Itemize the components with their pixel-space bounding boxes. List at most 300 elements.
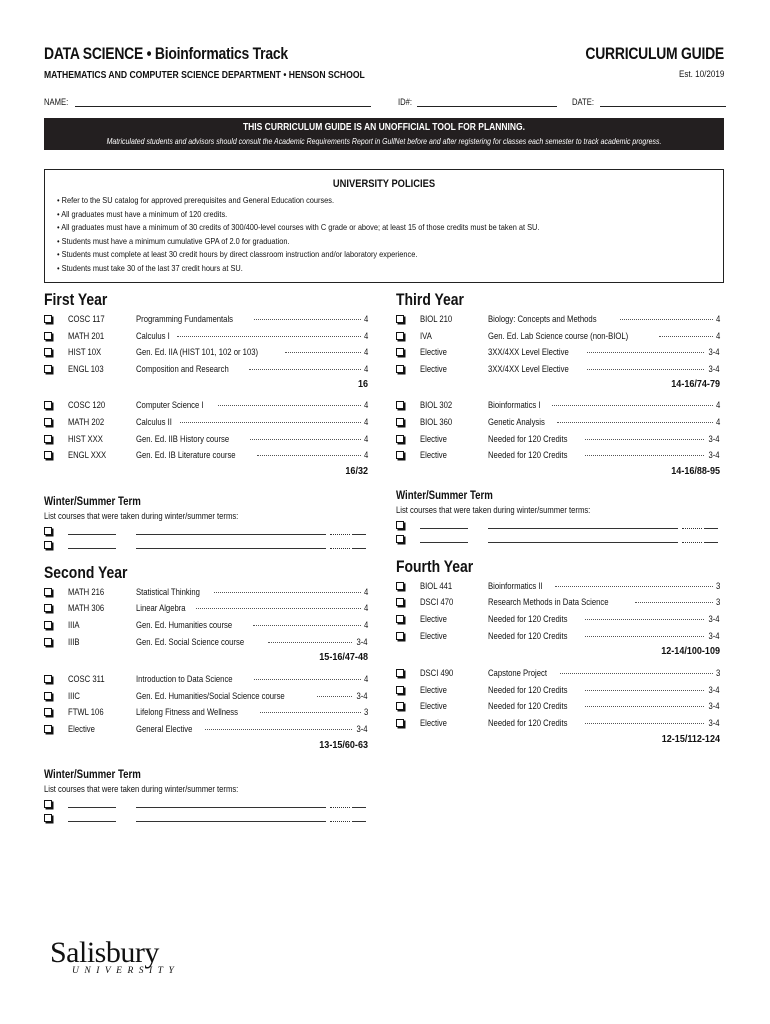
course-credits: 4 — [363, 673, 368, 685]
policy-item: • Students must take 30 of the last 37 credit hours at SU. — [57, 262, 243, 273]
course-credits: 3-4 — [356, 689, 368, 701]
entry-leader-dots — [330, 534, 350, 535]
course-title: Gen. Ed. Humanities/Social Science course — [136, 689, 285, 701]
id-label: ID#: — [398, 97, 413, 107]
entry-code-line[interactable] — [68, 548, 116, 549]
date-input-line[interactable] — [600, 97, 726, 107]
curriculum-guide-heading: CURRICULUM GUIDE — [585, 44, 724, 63]
document-title: DATA SCIENCE • Bioinformatics Track — [44, 44, 288, 63]
course-credits: 4 — [363, 399, 368, 411]
course-description-line — [488, 684, 720, 695]
course-credits: 3-4 — [708, 683, 720, 695]
winter-term-lines — [44, 797, 368, 825]
course-row — [44, 722, 368, 739]
leader-dots — [253, 619, 361, 626]
course-title: Bioinformatics I — [488, 399, 541, 411]
course-row — [396, 362, 720, 379]
course-credits: 4 — [715, 399, 720, 411]
entry-credits-line[interactable] — [704, 528, 718, 529]
course-description-line — [488, 313, 720, 324]
leader-dots — [254, 673, 361, 680]
course-code: ENGL 103 — [68, 362, 104, 374]
course-code: Elective — [420, 346, 447, 358]
leader-dots — [587, 363, 705, 370]
course-checkbox[interactable] — [44, 332, 52, 340]
course-row — [44, 601, 368, 618]
course-checkbox[interactable] — [44, 621, 52, 629]
course-checkbox[interactable] — [44, 638, 52, 646]
entry-code-line[interactable] — [68, 821, 116, 822]
winter-term-instructions: List courses that were taken during winter/summer terms: — [396, 504, 591, 515]
course-title: Gen. Ed. Social Science course — [136, 635, 245, 647]
entry-leader-dots — [682, 528, 702, 529]
course-credits: 4 — [715, 313, 720, 324]
course-title: Needed for 120 Credits — [488, 716, 568, 728]
policies-title: UNIVERSITY POLICIES — [332, 178, 436, 190]
leader-dots — [560, 667, 713, 674]
course-description-line — [136, 636, 368, 647]
course-row — [396, 448, 720, 465]
course-description-line — [488, 399, 720, 410]
course-code: COSC 120 — [68, 399, 106, 411]
course-code: DSCI 470 — [420, 596, 454, 608]
course-credits: 3-4 — [708, 700, 720, 712]
course-row — [44, 705, 368, 722]
second-year-total2: 13-15/60-63 — [319, 738, 368, 751]
course-checkbox[interactable] — [396, 719, 404, 727]
course-description-line — [136, 619, 368, 630]
course-checkbox[interactable] — [396, 632, 404, 640]
id-input-line[interactable] — [417, 97, 557, 107]
leader-dots — [249, 363, 361, 370]
leader-dots — [557, 416, 712, 423]
leader-dots — [205, 723, 353, 730]
leader-dots — [585, 433, 705, 440]
winter-term-entry — [396, 532, 720, 546]
fourth-year-total1: 12-14/100-109 — [661, 645, 720, 658]
logo-subtitle: UNIVERSITY — [72, 966, 180, 976]
course-title: Lifelong Fitness and Wellness — [136, 706, 238, 718]
course-checkbox[interactable] — [396, 435, 404, 443]
entry-checkbox[interactable] — [396, 535, 404, 543]
course-credits: 4 — [363, 618, 368, 630]
course-credits: 3-4 — [356, 722, 368, 734]
course-credits: 3-4 — [708, 432, 720, 444]
course-checkbox[interactable] — [44, 348, 52, 356]
course-description-line — [488, 580, 720, 591]
course-code: BIOL 302 — [420, 399, 453, 411]
course-checkbox[interactable] — [44, 604, 52, 612]
course-checkbox[interactable] — [44, 708, 52, 716]
leader-dots — [585, 613, 705, 620]
fourth-year-total2: 12-15/112-124 — [661, 732, 720, 745]
course-description-line — [488, 700, 720, 711]
course-title: Gen. Ed. IB Literature course — [136, 449, 236, 461]
course-title: Genetic Analysis — [488, 415, 545, 427]
leader-dots — [585, 717, 705, 724]
entry-code-line[interactable] — [420, 542, 468, 543]
course-title: Introduction to Data Science — [136, 673, 233, 685]
leader-dots — [317, 690, 352, 697]
course-checkbox[interactable] — [44, 692, 52, 700]
course-title: Needed for 120 Credits — [488, 683, 568, 695]
course-row — [44, 585, 368, 602]
course-credits: 3-4 — [708, 716, 720, 728]
leader-dots — [177, 330, 361, 337]
first-year-sem2 — [44, 398, 368, 464]
course-title: Composition and Research — [136, 362, 229, 374]
course-row — [396, 629, 720, 646]
course-description-line — [136, 433, 368, 444]
entry-title-line[interactable] — [136, 807, 326, 808]
course-code: Elective — [420, 612, 447, 624]
entry-leader-dots — [330, 548, 350, 549]
second-year-sem2 — [44, 672, 368, 738]
course-code: Elective — [420, 700, 447, 712]
course-code: IVA — [420, 329, 432, 341]
course-description-line — [136, 416, 368, 427]
course-description-line — [136, 399, 368, 410]
course-description-line — [488, 363, 720, 374]
winter-term-entry — [44, 524, 368, 538]
course-row — [396, 398, 720, 415]
policy-item: • All graduates must have a minimum of 30 credits of 300/400-level courses with C grade or above; at least 15 of those credits must be taken at SU. — [57, 222, 540, 233]
course-credits: 4 — [715, 329, 720, 341]
course-row — [44, 345, 368, 362]
winter-term-instructions: List courses that were taken during winter/summer terms: — [44, 783, 239, 794]
course-checkbox[interactable] — [396, 418, 404, 426]
leader-dots — [620, 313, 712, 320]
course-code: MATH 216 — [68, 585, 105, 597]
third-year-sem1 — [396, 312, 720, 378]
department-line: MATHEMATICS AND COMPUTER SCIENCE DEPARTMENT • HENSON SCHOOL — [44, 69, 365, 81]
leader-dots — [587, 346, 705, 353]
course-code: BIOL 360 — [420, 415, 453, 427]
course-code: Elective — [420, 629, 447, 641]
leader-dots — [254, 313, 360, 320]
second-year-sem1 — [44, 585, 368, 651]
entry-code-line[interactable] — [68, 534, 116, 535]
logo-wordmark: Salisbury — [50, 936, 159, 969]
winter-term-title: Winter/Summer Term — [44, 768, 141, 781]
entry-leader-dots — [330, 807, 350, 808]
course-credits: 3-4 — [708, 362, 720, 374]
course-description-line — [488, 613, 720, 624]
course-row — [396, 579, 720, 596]
leader-dots — [585, 700, 705, 707]
course-code: IIIB — [68, 635, 80, 647]
course-code: MATH 201 — [68, 329, 105, 341]
course-description-line — [136, 706, 368, 717]
course-description-line — [488, 667, 720, 678]
course-description-line — [136, 363, 368, 374]
banner-heading: THIS CURRICULUM GUIDE IS AN UNOFFICIAL TOOL FOR PLANNING. — [242, 122, 526, 133]
course-title: Needed for 120 Credits — [488, 700, 568, 712]
winter-term-entry — [44, 797, 368, 811]
course-checkbox[interactable] — [396, 348, 404, 356]
course-description-line — [136, 586, 368, 597]
university-policies-box — [44, 169, 724, 283]
course-checkbox[interactable] — [44, 401, 52, 409]
course-credits: 4 — [363, 313, 368, 324]
winter-term-entry — [44, 538, 368, 552]
leader-dots — [214, 586, 361, 593]
course-code: Elective — [420, 449, 447, 461]
course-code: ENGL XXX — [68, 449, 107, 461]
course-row — [396, 432, 720, 449]
name-input-line[interactable] — [75, 97, 371, 107]
course-row — [396, 595, 720, 612]
course-checkbox[interactable] — [44, 588, 52, 596]
course-row — [396, 312, 720, 329]
entry-code-line[interactable] — [420, 528, 468, 529]
first-year-sem1 — [44, 312, 368, 378]
course-checkbox[interactable] — [44, 418, 52, 426]
course-title: Gen. Ed. IIA (HIST 101, 102 or 103) — [136, 346, 259, 358]
leader-dots — [180, 416, 361, 423]
course-code: Elective — [420, 362, 447, 374]
salisbury-university-logo — [50, 936, 179, 976]
date-label: DATE: — [572, 97, 594, 107]
leader-dots — [218, 399, 360, 406]
course-checkbox[interactable] — [396, 686, 404, 694]
course-description-line — [488, 330, 720, 341]
leader-dots — [555, 580, 713, 587]
course-row — [44, 448, 368, 465]
disclaimer-banner — [44, 118, 724, 150]
course-code: HIST XXX — [68, 432, 103, 444]
course-credits: 4 — [363, 602, 368, 614]
policies-list — [57, 194, 723, 276]
course-row — [396, 612, 720, 629]
policy-item: • All graduates must have a minimum of 120 credits. — [57, 208, 228, 219]
entry-credits-line[interactable] — [704, 542, 718, 543]
course-title: Capstone Project — [488, 667, 547, 679]
entry-credits-line[interactable] — [352, 534, 366, 535]
entry-checkbox[interactable] — [44, 541, 52, 549]
course-credits: 4 — [715, 415, 720, 427]
fourth-year-sem1 — [396, 579, 720, 645]
course-checkbox[interactable] — [44, 315, 52, 323]
entry-title-line[interactable] — [488, 542, 678, 543]
entry-title-line[interactable] — [136, 821, 326, 822]
course-title: 3XX/4XX Level Elective — [488, 362, 569, 374]
leader-dots — [268, 636, 353, 643]
leader-dots — [260, 706, 360, 713]
course-row — [396, 666, 720, 683]
course-credits: 3 — [363, 706, 368, 718]
winter-term-instructions: List courses that were taken during winter/summer terms: — [44, 510, 239, 521]
course-description-line — [136, 449, 368, 460]
course-description-line — [136, 602, 368, 613]
course-title: Research Methods in Data Science — [488, 596, 609, 608]
entry-credits-line[interactable] — [352, 548, 366, 549]
entry-title-line[interactable] — [136, 548, 326, 549]
course-code: HIST 10X — [68, 346, 102, 358]
name-label: NAME: — [44, 97, 69, 107]
course-credits: 4 — [363, 329, 368, 341]
course-description-line — [136, 346, 368, 357]
course-code: Elective — [420, 683, 447, 695]
leader-dots — [552, 399, 713, 406]
entry-leader-dots — [682, 542, 702, 543]
established-date: Est. 10/2019 — [678, 69, 724, 80]
course-title: Calculus I — [136, 329, 170, 341]
fourth-year-sem2 — [396, 666, 720, 732]
course-credits: 3-4 — [708, 629, 720, 641]
course-description-line — [488, 630, 720, 641]
leader-dots — [585, 449, 705, 456]
entry-checkbox[interactable] — [44, 814, 52, 822]
course-credits: 3-4 — [708, 346, 720, 358]
course-code: MATH 202 — [68, 415, 105, 427]
course-description-line — [488, 449, 720, 460]
winter-term-title: Winter/Summer Term — [396, 489, 493, 502]
course-code: DSCI 490 — [420, 667, 454, 679]
course-row — [44, 618, 368, 635]
course-row — [396, 345, 720, 362]
course-description-line — [136, 313, 368, 324]
course-description-line — [488, 596, 720, 607]
second-year-total1: 15-16/47-48 — [319, 651, 368, 664]
banner-note: Matriculated students and advisors should consult the Academic Requirements Report in GullNet before and after registering for classes each semester to track academic progress. — [106, 136, 662, 146]
winter-term-title: Winter/Summer Term — [44, 495, 141, 508]
course-checkbox[interactable] — [396, 702, 404, 710]
course-title: Gen. Ed. Lab Science course (non-BIOL) — [488, 329, 629, 341]
course-credits: 3 — [715, 579, 720, 591]
entry-code-line[interactable] — [68, 807, 116, 808]
course-checkbox[interactable] — [44, 451, 52, 459]
winter-term-lines — [44, 524, 368, 552]
course-code: BIOL 441 — [420, 579, 453, 591]
course-code: MATH 306 — [68, 602, 105, 614]
entry-credits-line[interactable] — [352, 807, 366, 808]
first-year-total2: 16/32 — [345, 464, 368, 477]
course-checkbox[interactable] — [44, 725, 52, 733]
date-field[interactable] — [572, 97, 726, 107]
course-title: Needed for 120 Credits — [488, 432, 568, 444]
entry-checkbox[interactable] — [44, 527, 52, 535]
leader-dots — [196, 602, 360, 609]
course-row — [396, 683, 720, 700]
course-code: BIOL 210 — [420, 313, 453, 324]
course-row — [396, 329, 720, 346]
course-description-line — [136, 673, 368, 684]
course-row — [44, 689, 368, 706]
entry-leader-dots — [330, 821, 350, 822]
course-row — [396, 415, 720, 432]
course-checkbox[interactable] — [44, 365, 52, 373]
course-checkbox[interactable] — [396, 598, 404, 606]
course-checkbox[interactable] — [396, 451, 404, 459]
course-credits: 3 — [715, 596, 720, 608]
course-title: Needed for 120 Credits — [488, 612, 568, 624]
course-row — [396, 716, 720, 733]
winter-term-entry — [396, 518, 720, 532]
third-year-total2: 14-16/88-95 — [671, 464, 720, 477]
course-title: Statistical Thinking — [136, 585, 200, 597]
first-year-title: First Year — [44, 290, 108, 309]
course-credits: 3-4 — [708, 449, 720, 461]
course-checkbox[interactable] — [44, 675, 52, 683]
course-description-line — [136, 690, 368, 701]
course-checkbox[interactable] — [396, 582, 404, 590]
course-title: Needed for 120 Credits — [488, 629, 568, 641]
leader-dots — [585, 684, 705, 691]
course-row — [44, 362, 368, 379]
entry-title-line[interactable] — [488, 528, 678, 529]
course-checkbox[interactable] — [396, 365, 404, 373]
course-description-line — [488, 717, 720, 728]
first-year-total1: 16 — [357, 378, 368, 391]
course-row — [44, 672, 368, 689]
course-checkbox[interactable] — [396, 669, 404, 677]
left-column — [44, 290, 368, 825]
course-row — [44, 432, 368, 449]
course-credits: 3-4 — [356, 635, 368, 647]
course-credits: 4 — [363, 585, 368, 597]
course-credits: 4 — [363, 362, 368, 374]
course-code: Elective — [420, 716, 447, 728]
course-checkbox[interactable] — [396, 401, 404, 409]
id-field[interactable] — [398, 97, 557, 107]
policy-item: • Refer to the SU catalog for approved prerequisites and General Education courses. — [57, 195, 335, 205]
course-description-line — [488, 416, 720, 427]
policy-item: • Students must have a minimum cumulative GPA of 2.0 for graduation. — [57, 235, 290, 246]
course-row — [44, 635, 368, 652]
course-title: Gen. Ed. Humanities course — [136, 618, 233, 630]
leader-dots — [659, 330, 713, 337]
course-title: Gen. Ed. IIB History course — [136, 432, 230, 444]
course-checkbox[interactable] — [396, 615, 404, 623]
course-row — [44, 329, 368, 346]
entry-credits-line[interactable] — [352, 821, 366, 822]
course-checkbox[interactable] — [44, 435, 52, 443]
course-checkbox[interactable] — [396, 315, 404, 323]
course-code: Elective — [68, 722, 95, 734]
course-row — [44, 415, 368, 432]
course-code: FTWL 106 — [68, 706, 104, 718]
name-field[interactable] — [44, 97, 371, 107]
third-year-sem2 — [396, 398, 720, 464]
course-row — [396, 699, 720, 716]
course-credits: 3 — [715, 667, 720, 679]
second-year-title: Second Year — [44, 562, 128, 582]
course-title: Calculus II — [136, 415, 172, 427]
course-credits: 4 — [363, 346, 368, 358]
course-title: Biology: Concepts and Methods — [488, 313, 597, 324]
course-code: COSC 311 — [68, 673, 105, 685]
course-title: Programming Fundamentals — [136, 313, 234, 324]
course-title: General Elective — [136, 722, 193, 734]
course-checkbox[interactable] — [396, 332, 404, 340]
right-column — [396, 290, 720, 750]
course-title: Linear Algebra — [136, 602, 186, 614]
course-code: Elective — [420, 432, 447, 444]
course-credits: 4 — [363, 432, 368, 444]
fourth-year-title: Fourth Year — [396, 556, 474, 576]
course-row — [44, 398, 368, 415]
leader-dots — [250, 433, 361, 440]
third-year-title: Third Year — [396, 290, 464, 309]
policy-item: • Students must complete at least 30 credit hours by direct classroom instruction and/or laboratory experience. — [57, 249, 418, 260]
course-description-line — [136, 330, 368, 341]
entry-title-line[interactable] — [136, 534, 326, 535]
entry-checkbox[interactable] — [44, 800, 52, 808]
course-description-line — [136, 723, 368, 734]
course-description-line — [488, 433, 720, 444]
entry-checkbox[interactable] — [396, 521, 404, 529]
